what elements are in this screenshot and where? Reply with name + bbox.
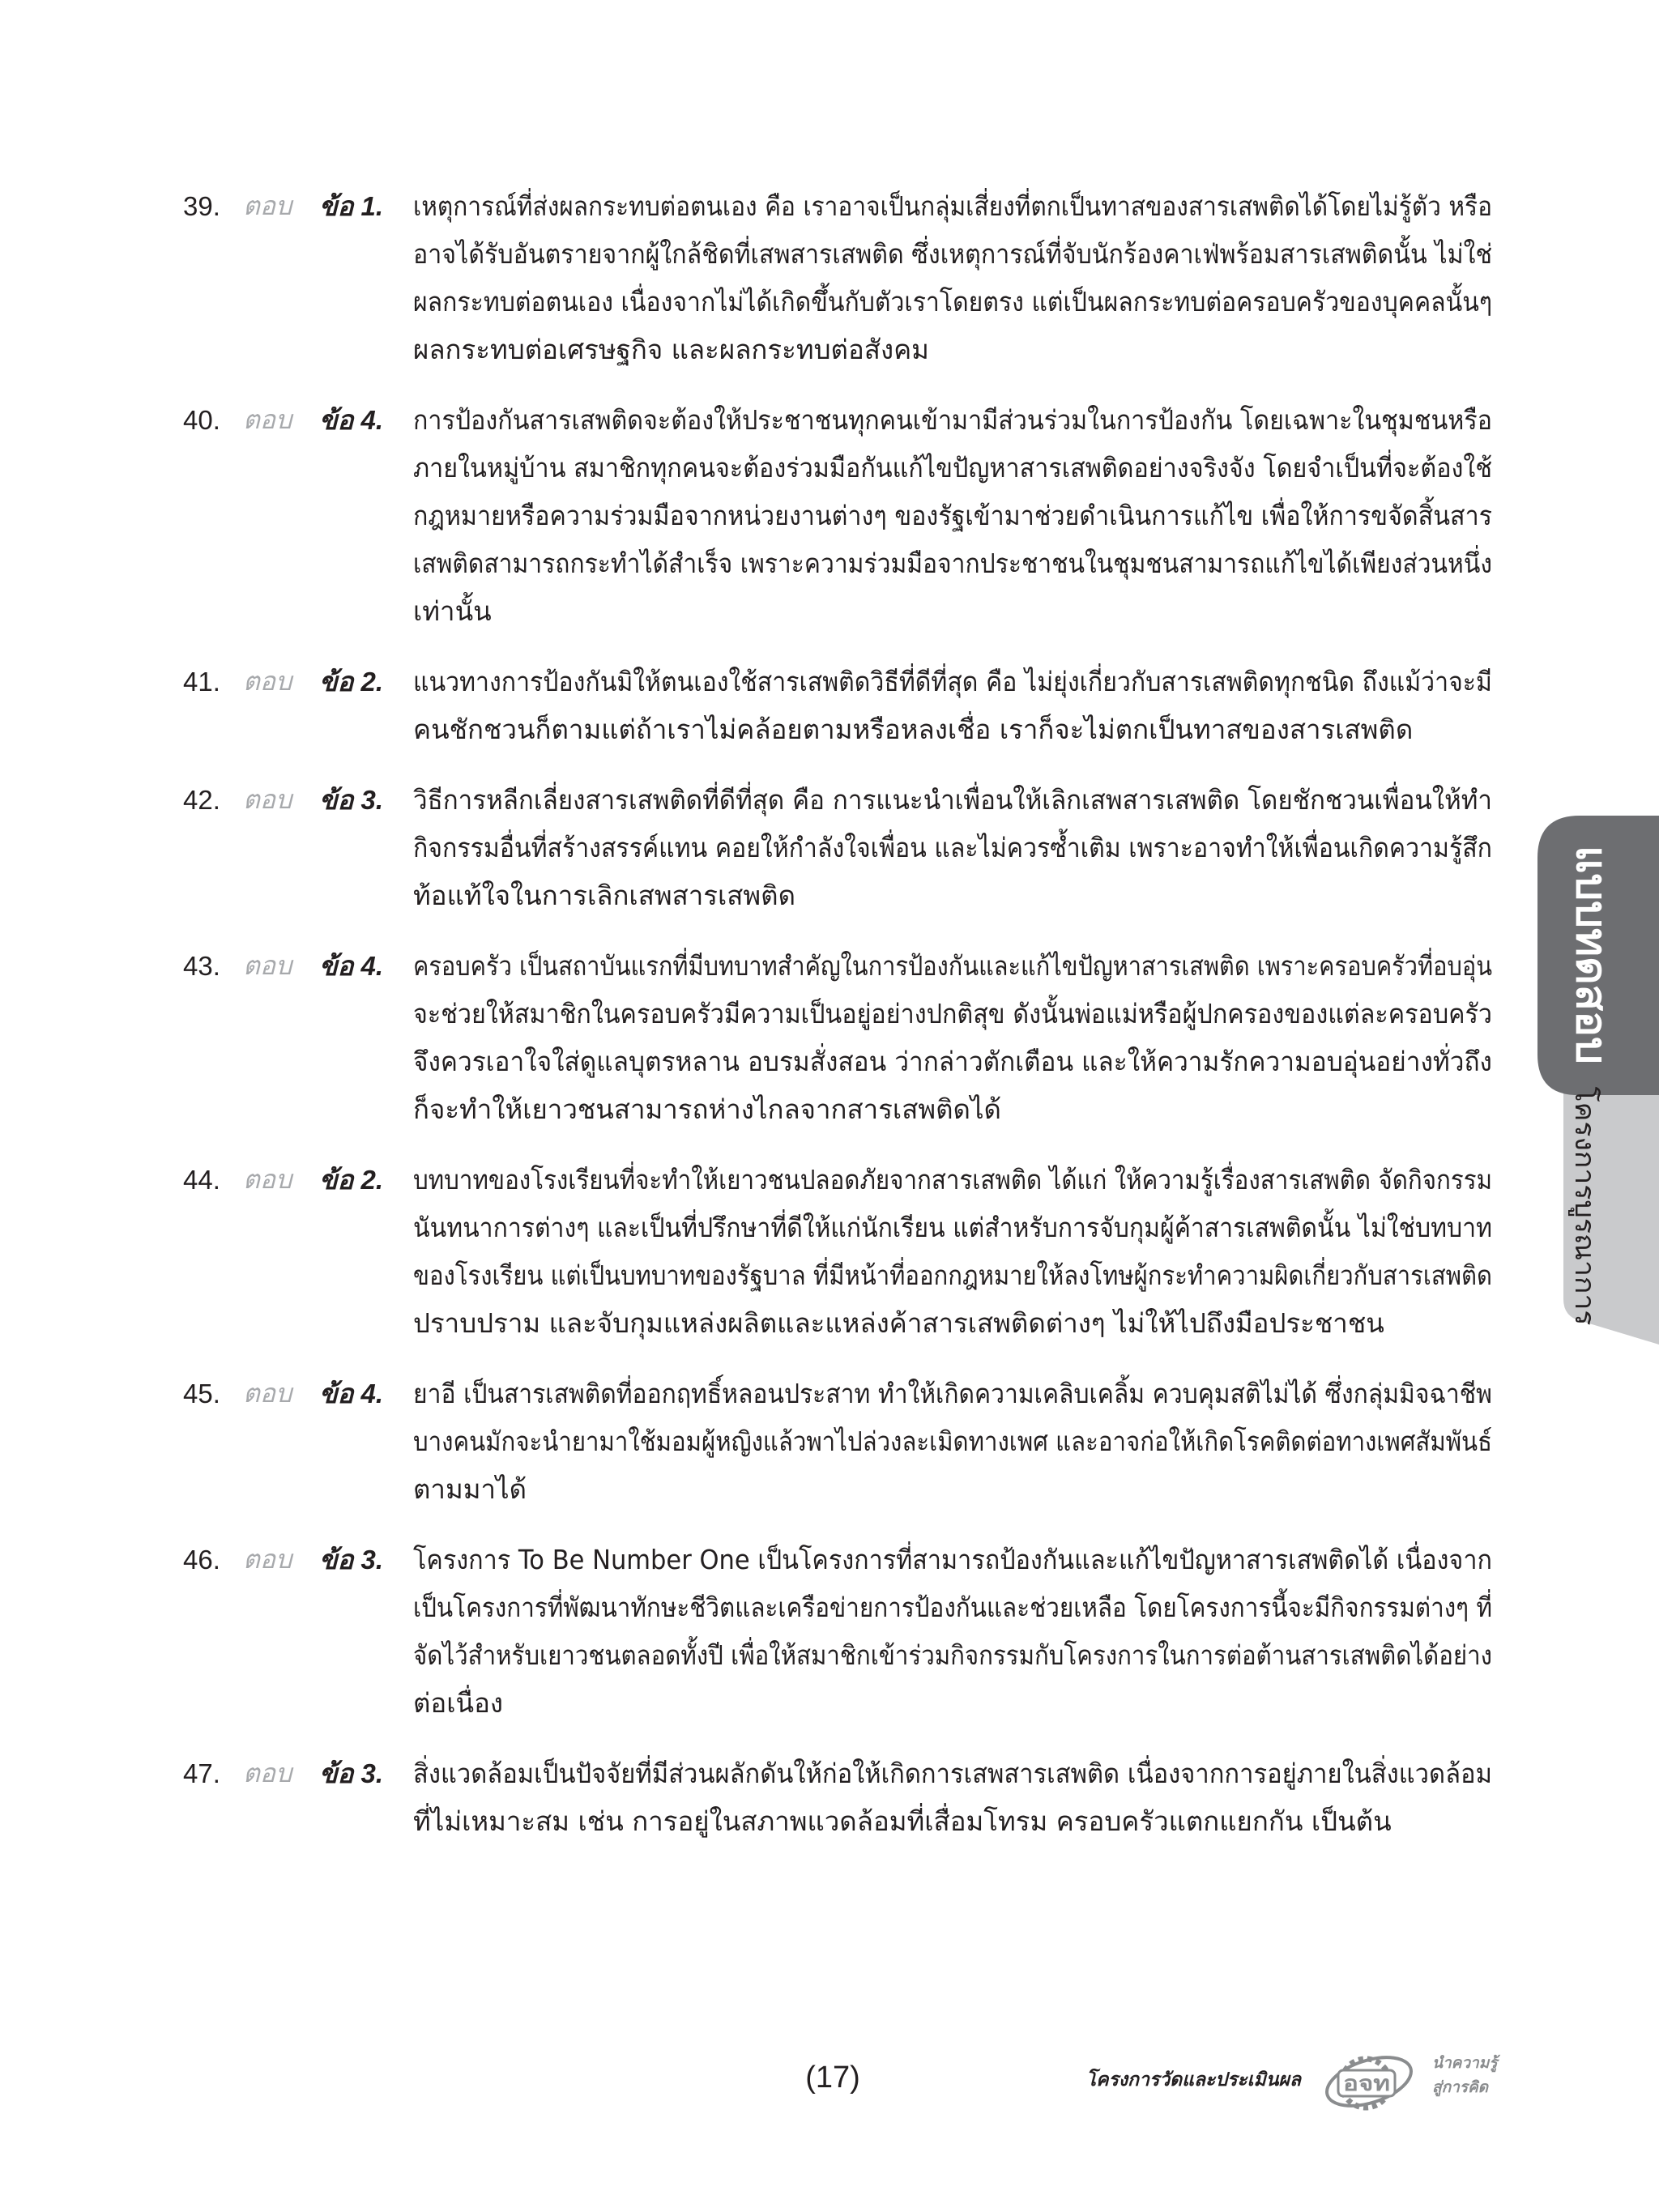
answer-choice: ข้อ 4.	[319, 951, 384, 981]
explanation-line	[413, 1536, 1492, 1583]
explanation-line	[413, 705, 1492, 753]
answer-label: ตอบ	[243, 1544, 292, 1575]
explanation-text: กฎหมายหรือความร่วมมือจากหน่วยงานต่างๆ ของรัฐเข้ามาช่วยดำเนินการแก้ไข เพื่อให้การขจัดสิ้นสาร	[413, 500, 1493, 531]
answer-number: 47.	[183, 1758, 220, 1788]
explanation-text: นันทนาการต่างๆ และเป็นที่ปรึกษาที่ดีให้แก่นักเรียน แต่สำหรับการจับกุมผู้ค้าสารเสพติดนั้น ไม่ใช่บทบาท	[413, 1212, 1492, 1243]
answer-explanation	[413, 1536, 1492, 1727]
explanation-line	[413, 1679, 1492, 1727]
explanation-text: การป้องกันสารเสพติดจะต้องให้ประชาชนทุกคนเข้ามามีส่วนร่วมในการป้องกัน โดยเฉพาะในชุมชนหรือ	[413, 404, 1492, 436]
explanation-text: ยาอี เป็นสารเสพติดที่ออกฤทธิ์หลอนประสาท ทำให้เกิดความเคลิบเคลิ้ม ควบคุมสติไม่ได้ ซึ่งกลุ่มมิจฉาชีพ	[413, 1378, 1492, 1409]
answer-number: 46.	[183, 1545, 220, 1575]
answer-explanation	[413, 776, 1492, 919]
explanation-text: ก็จะทำให้เยาวชนสามารถห่างไกลจากสารเสพติดได้	[413, 1093, 1001, 1125]
answer-number: 45.	[183, 1379, 220, 1409]
explanation-text: เหตุการณ์ที่ส่งผลกระทบต่อตนเอง คือ เราอาจเป็นกลุ่มเสี่ยงที่ตกเป็นทาสของสารเสพติดได้โดยไม่รู้ตัว หรือ	[413, 190, 1493, 222]
answer-explanation	[413, 1370, 1492, 1513]
footer-project-name: โครงการวัดและประเมินผล	[1085, 2069, 1301, 2091]
explanation-text: คนชักชวนก็ตามแต่ถ้าเราไม่คล้อยตามหรือหลงเชื่อ เราก็จะไม่ตกเป็นทาสของสารเสพติด	[413, 714, 1414, 745]
answer-item	[183, 1156, 1495, 1347]
explanation-text: ครอบครัว เป็นสถาบันแรกที่มีบทบาทสำคัญในการป้องกันและแก้ไขปัญหาสารเสพติด เพราะครอบครัวที่อบอุ่น	[413, 950, 1492, 982]
slogan-line: สู่การคิด	[1432, 2078, 1489, 2096]
answer-label: ตอบ	[243, 666, 292, 697]
explanation-line	[413, 539, 1492, 587]
answer-item	[183, 1536, 1495, 1727]
explanation-line	[413, 658, 1492, 705]
explanation-text: แนวทางการป้องกันมิให้ตนเองใช้สารเสพติดวิธีที่ดีที่สุด คือ ไม่ยุ่งเกี่ยวกับสารเสพติดทุกชนิด ถึงแม้ว่าจะมี	[413, 666, 1492, 697]
explanation-line	[413, 1417, 1492, 1465]
explanation-line	[413, 1299, 1492, 1347]
publisher-logo	[1320, 2039, 1418, 2120]
explanation-text: ปราบปราม และจับกุมแหล่งผลิตและแหล่งค้าสารเสพติดต่างๆ ไม่ให้ไปถึงมือประชาชน	[413, 1307, 1384, 1339]
explanation-text: ที่ไม่เหมาะสม เช่น การอยู่ในสภาพแวดล้อมที่เสื่อมโทรม ครอบครัวแตกแยกกัน เป็นต้น	[413, 1805, 1392, 1837]
side-tab-primary-label: แบบทดสอบ	[1567, 846, 1615, 1059]
explanation-text: บางคนมักจะนำยามาใช้มอมผู้หญิงแล้วพาไปล่วงละเมิดทางเพศ และอาจก่อให้เกิดโรคติดต่อทางเพศสัมพันธ์	[413, 1426, 1493, 1457]
explanation-line	[413, 444, 1492, 492]
answer-label: ตอบ	[243, 1378, 292, 1409]
explanation-line	[413, 942, 1492, 990]
answer-number: 42.	[183, 785, 220, 815]
answer-item	[183, 776, 1495, 919]
answer-explanation	[413, 942, 1492, 1133]
answer-explanation	[413, 1750, 1492, 1845]
answer-number: 39.	[183, 191, 220, 221]
answer-list	[183, 182, 1495, 1845]
explanation-text: ผลกระทบต่อตนเอง เนื่องจากไม่ได้เกิดขึ้นกับตัวเราโดยตรง แต่เป็นผลกระทบต่อครอบครัวของบุคคลนั้นๆ	[413, 286, 1493, 318]
explanation-line	[413, 1370, 1492, 1417]
explanation-text: เท่านั้น	[413, 595, 492, 627]
explanation-line	[413, 1583, 1492, 1631]
answer-number: 43.	[183, 951, 220, 981]
answer-item	[183, 942, 1495, 1133]
answer-label: ตอบ	[243, 1164, 292, 1195]
explanation-text: กิจกรรมอื่นที่สร้างสรรค์แทน คอยให้กำลังใจเพื่อน และไม่ควรซ้ำเติม เพราะอาจทำให้เพื่อนเกิดความรู้สึก	[413, 832, 1492, 863]
explanation-line	[413, 396, 1492, 444]
explanation-text: จัดไว้สำหรับเยาวชนตลอดทั้งปี เพื่อให้สมาชิกเข้าร่วมกิจกรรมกับโครงการในการต่อต้านสารเสพติดได้อย่าง	[413, 1639, 1493, 1671]
answer-label: ตอบ	[243, 404, 292, 435]
explanation-line	[413, 990, 1492, 1038]
publisher-slogan	[1432, 2051, 1529, 2099]
side-tab-secondary-label: โครงการบูรณาการ	[1568, 1086, 1601, 1315]
answer-number: 40.	[183, 405, 220, 435]
explanation-line	[413, 1631, 1492, 1679]
answer-choice: ข้อ 3.	[319, 1545, 384, 1575]
explanation-line	[413, 776, 1492, 824]
explanation-line	[413, 587, 1492, 635]
answer-item	[183, 182, 1495, 373]
explanation-text: จะช่วยให้สมาชิกในครอบครัวมีความเป็นอยู่อย่างปกติสุข ดังนั้นพ่อแม่หรือผู้ปกครองของแต่ละครอบครัว	[413, 998, 1493, 1029]
explanation-line	[413, 1750, 1492, 1797]
explanation-line	[413, 872, 1492, 919]
explanation-text: เป็นโครงการที่พัฒนาทักษะชีวิตและเครือข่ายการป้องกันและช่วยเหลือ โดยโครงการนี้จะมีกิจกรรมต่างๆ ที่	[413, 1592, 1493, 1623]
explanation-text: จึงควรเอาใจใส่ดูแลบุตรหลาน อบรมสั่งสอน ว่ากล่าวตักเตือน และให้ความรักความอบอุ่นอย่างทั่วถึง	[413, 1046, 1492, 1077]
explanation-text: อาจได้รับอันตรายจากผู้ใกล้ชิดที่เสพสารเสพติด ซึ่งเหตุการณ์ที่จับนักร้องคาเฟ่พร้อมสารเสพติดนั้น ไม่ใช่	[413, 238, 1493, 270]
explanation-line	[413, 1204, 1492, 1251]
answer-choice: ข้อ 2.	[319, 1165, 384, 1195]
side-tabs	[1531, 810, 1659, 1353]
answer-choice: ข้อ 2.	[319, 667, 384, 697]
answer-number: 41.	[183, 667, 220, 697]
answer-explanation	[413, 658, 1492, 753]
explanation-line	[413, 824, 1492, 872]
answer-explanation	[413, 182, 1492, 373]
answer-choice: ข้อ 4.	[319, 405, 384, 435]
explanation-text: สิ่งแวดล้อมเป็นปัจจัยที่มีส่วนผลักดันให้ก่อให้เกิดการเสพสารเสพติด เนื่องจากการอยู่ภายในสิ่งแวดล้อม	[413, 1758, 1492, 1789]
explanation-text: ตามมาได้	[413, 1473, 527, 1505]
answer-item	[183, 1750, 1495, 1845]
explanation-line	[413, 1465, 1492, 1513]
answer-choice: ข้อ 3.	[319, 1758, 384, 1788]
answer-explanation	[413, 396, 1492, 635]
answer-choice: ข้อ 1.	[319, 191, 384, 221]
explanation-text: ต่อเนื่อง	[413, 1687, 504, 1719]
explanation-text: วิธีการหลีกเลี่ยงสารเสพติดที่ดีที่สุด คือ การแนะนำเพื่อนให้เลิกเสพสารเสพติด โดยชักชวนเพื่อนให้ทำ	[413, 784, 1492, 816]
answer-label: ตอบ	[243, 190, 292, 221]
explanation-line	[413, 230, 1492, 278]
explanation-text: ผลกระทบต่อเศรษฐกิจ และผลกระทบต่อสังคม	[413, 334, 929, 365]
answer-number: 44.	[183, 1165, 220, 1195]
answer-item	[183, 1370, 1495, 1513]
page-number: (17)	[805, 2061, 860, 2095]
explanation-line	[413, 326, 1492, 373]
explanation-text: ของโรงเรียน แต่เป็นบทบาทของรัฐบาล ที่มีหน้าที่ออกกฎหมายให้ลงโทษผู้กระทำความผิดเกี่ยวกับสารเสพติด	[413, 1259, 1492, 1291]
explanation-text: โครงการ To Be Number One เป็นโครงการที่สามารถป้องกันและแก้ไขปัญหาสารเสพติดได้ เนื่องจาก	[413, 1544, 1492, 1575]
explanation-line	[413, 1797, 1492, 1845]
answer-explanation	[413, 1156, 1492, 1347]
logo-lettering: อจท	[1343, 2072, 1390, 2096]
answer-label: ตอบ	[243, 950, 292, 981]
answer-item	[183, 658, 1495, 753]
answer-label: ตอบ	[243, 1758, 292, 1788]
explanation-text: ภายในหมู่บ้าน สมาชิกทุกคนจะต้องร่วมมือกันแก้ไขปัญหาสารเสพติดอย่างจริงจัง โดยจำเป็นที่จะต้องใช้	[413, 452, 1493, 484]
explanation-line	[413, 182, 1492, 230]
answer-item	[183, 396, 1495, 635]
explanation-text: เสพติดสามารถกระทำได้สำเร็จ เพราะความร่วมมือจากประชาชนในชุมชนสามารถแก้ไขได้เพียงส่วนหนึ่ง	[413, 548, 1493, 579]
explanation-line	[413, 492, 1492, 539]
explanation-text: ท้อแท้ใจในการเลิกเสพสารเสพติด	[413, 880, 796, 911]
slogan-line: นำความรู้	[1432, 2054, 1498, 2072]
explanation-line	[413, 1251, 1492, 1299]
answer-choice: ข้อ 3.	[319, 785, 384, 815]
explanation-line	[413, 1085, 1492, 1133]
explanation-text: บทบาทของโรงเรียนที่จะทำให้เยาวชนปลอดภัยจากสารเสพติด ได้แก่ ให้ความรู้เรื่องสารเสพติด จัดกิจกรรม	[413, 1164, 1493, 1196]
explanation-line	[413, 1038, 1492, 1085]
explanation-line	[413, 1156, 1492, 1204]
answer-choice: ข้อ 4.	[319, 1379, 384, 1409]
explanation-line	[413, 278, 1492, 326]
answer-label: ตอบ	[243, 784, 292, 815]
